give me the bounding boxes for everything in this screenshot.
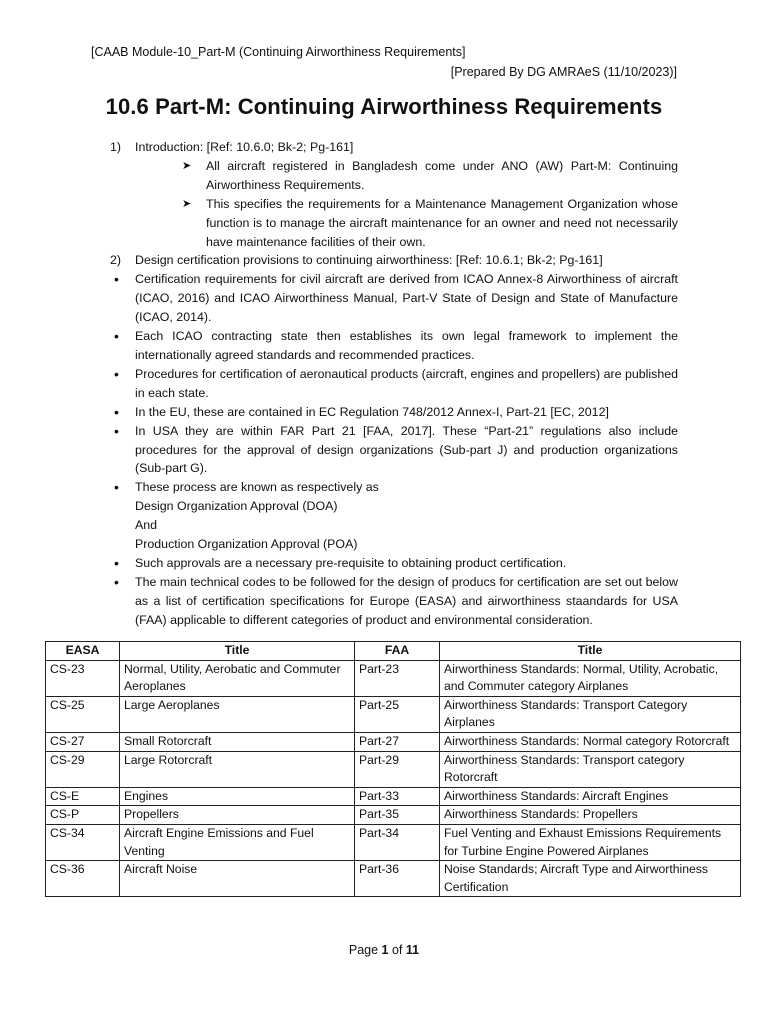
bullet-item [110,554,678,573]
table-cell: Part-33 [355,787,440,806]
arrow-bullet-icon: ➤ [182,197,192,210]
section-2-heading [110,251,678,270]
table-cell: Part-25 [355,696,440,732]
table-cell: Normal, Utility, Aerobatic and Commuter Aeroplanes [120,660,355,696]
table-row [46,861,741,897]
table-cell: Small Rotorcraft [120,732,355,751]
table-cell: Part-29 [355,751,440,787]
table-cell: CS-36 [46,861,120,897]
table-cell: Aircraft Noise [120,861,355,897]
table-cell: Part-35 [355,806,440,825]
bullet-item [110,270,678,327]
footer-current-page: 1 [381,943,389,957]
process-lead: These process are known as respectively as [135,480,379,495]
section-1-point [110,195,678,252]
bullet-text: Each ICAO contracting state then establishes its own legal framework to implement the internationally agreed standards and recommended practices. [135,329,678,362]
bullet-text: Certification requirements for civil aircraft are derived from ICAO Annex-8 Airworthiness of aircraft (ICAO, 2016) and ICAO Airworthiness Manual, Part-V State of Design and State of Manufacture (ICAO, 2014). [135,272,678,325]
process-doa: Design Organization Approval (DOA) [135,499,338,514]
arrow-bullet-icon: ➤ [182,159,192,172]
bullet-text: In USA they are within FAR Part 21 [FAA, 2017]. These “Part-21” regulations also include procedures for the approval of design organizations (Sub-part J) and production organizations (Sub-part G). [135,423,678,476]
table-header-faa: FAA [355,642,440,661]
table-cell: CS-E [46,787,120,806]
header-module: [CAAB Module-10_Part-M (Continuing Airworthiness Requirements] [91,45,466,59]
table-cell: Part-36 [355,861,440,897]
table-cell: Part-27 [355,732,440,751]
table-cell: Part-23 [355,660,440,696]
table-cell: CS-29 [46,751,120,787]
bullet-icon: • [114,403,119,420]
table-cell: Airworthiness Standards: Normal, Utility, Acrobatic, and Commuter category Airplanes [440,660,741,696]
footer-page-label: Page [348,943,379,957]
table-cell: CS-P [46,806,120,825]
section-1-point-text: This specifies the requirements for a Maintenance Management Organization whose function is to manage the aircraft maintenance for an owner and need not necessarily have maintenance facilities of their own. [206,196,678,249]
bullet-icon: • [114,554,119,571]
section-2-number: 2) [110,253,122,268]
table-cell: CS-23 [46,660,120,696]
table-row [46,751,741,787]
table-header-title: Title [120,642,355,661]
table-cell: Noise Standards; Aircraft Type and Airworthiness Certification [440,861,741,897]
bullet-text: The main technical codes to be followed for the design of producs for certification are set out below as a list of certification specifications for Europe (EASA) and airworthiness staandards for USA (FAA) applicable to different categories of product and environmental consideration. [135,574,678,627]
table-row [46,824,741,860]
bullet-item [110,327,678,365]
bullet-text: Procedures for certification of aeronautical products (aircraft, engines and propellers) are published in each state. [135,366,678,400]
table-cell: Airworthiness Standards: Aircraft Engines [440,787,741,806]
page-footer [0,943,768,957]
certification-table [45,641,741,897]
table-row [46,696,741,732]
table-header-easa: EASA [46,642,120,661]
bullet-item-process [110,478,678,554]
bullet-text: Such approvals are a necessary pre-requisite to obtaining product certification. [135,555,567,570]
table-cell: Airworthiness Standards: Transport category Rotorcraft [440,751,741,787]
bullet-icon: • [114,422,119,439]
table-cell: CS-27 [46,732,120,751]
page-title: 10.6 Part-M: Continuing Airworthiness Requirements [105,94,663,119]
bullet-text: In the EU, these are contained in EC Regulation 748/2012 Annex-I, Part-21 [EC, 2012] [135,404,609,419]
section-2-text: Design certification provisions to continuing airworthiness: [Ref: 10.6.1; Bk-2; Pg-161] [135,253,603,268]
footer-total-pages: 11 [405,943,420,957]
document-body [110,138,678,630]
bullet-item [110,422,678,479]
process-poa: Production Organization Approval (POA) [135,537,358,552]
bullet-item [110,403,678,422]
section-1-point [110,157,678,195]
table-row [46,660,741,696]
table-cell: Part-34 [355,824,440,860]
table-cell: Aircraft Engine Emissions and Fuel Venting [120,824,355,860]
section-1-heading [110,138,678,157]
table-row [46,806,741,825]
bullet-icon: • [114,328,119,345]
table-row [46,732,741,751]
table-cell: Engines [120,787,355,806]
bullet-item [110,573,678,630]
section-1-text: Introduction: [Ref: 10.6.0; Bk-2; Pg-161] [135,140,354,154]
bullet-icon: • [114,365,119,382]
table-cell: CS-25 [46,696,120,732]
section-1-number: 1) [110,140,122,154]
table-cell: Large Rotorcraft [120,751,355,787]
table-cell: Large Aeroplanes [120,696,355,732]
table-cell: Fuel Venting and Exhaust Emissions Requirements for Turbine Engine Powered Airplanes [440,824,741,860]
bullet-icon: • [114,573,119,590]
table-row [46,787,741,806]
table-cell: Propellers [120,806,355,825]
bullet-icon: • [114,479,119,496]
footer-of: of [391,943,403,957]
table-cell: CS-34 [46,824,120,860]
process-and: And [135,518,158,533]
table-cell: Airworthiness Standards: Propellers [440,806,741,825]
table-cell: Airworthiness Standards: Transport Category Airplanes [440,696,741,732]
section-1-point-text: All aircraft registered in Bangladesh come under ANO (AW) Part-M: Continuing Airworthiness Requirements. [206,158,678,192]
table-header-title: Title [440,642,741,661]
table-cell: Airworthiness Standards: Normal category Rotorcraft [440,732,741,751]
table-header-row [46,642,741,661]
header-prepared-by: [Prepared By DG AMRAeS (11/10/2023)] [450,65,677,79]
bullet-icon: • [114,271,119,288]
bullet-item [110,365,678,403]
